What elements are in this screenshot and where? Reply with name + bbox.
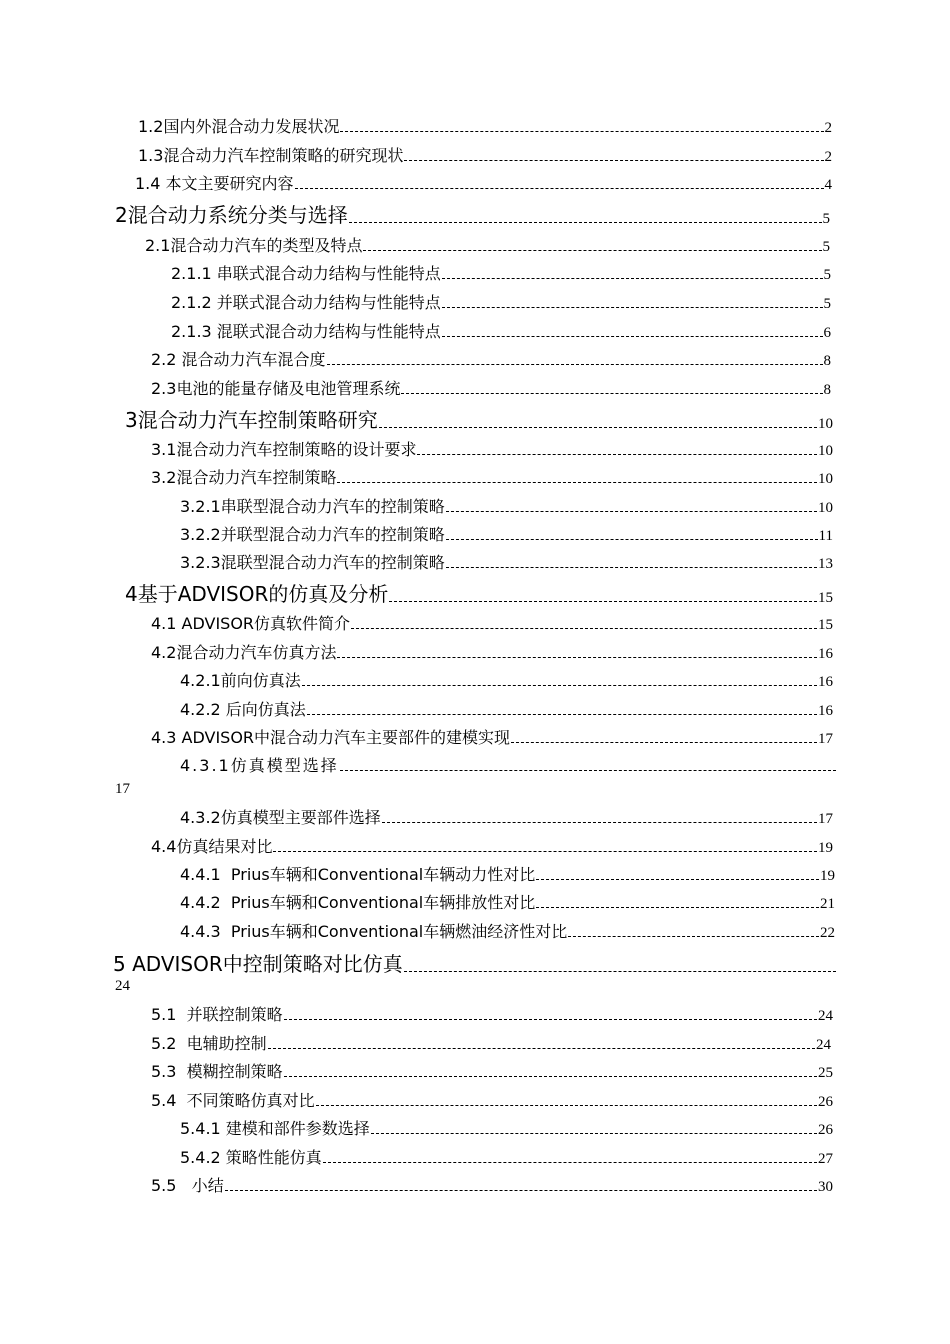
toc-page-number: 16 (818, 674, 833, 690)
toc-entry (138, 114, 832, 137)
dot-leader (340, 769, 836, 771)
toc-entry-label: 2.1混合动力汽车的类型及特点 (145, 236, 363, 255)
toc-entry (180, 697, 833, 720)
toc-page-number: 27 (818, 1151, 833, 1167)
toc-entry-label: 5 ADVISOR中控制策略对比仿真 (113, 952, 403, 976)
dot-leader (379, 426, 817, 428)
toc-entry (135, 171, 832, 194)
toc-page-number: 26 (818, 1122, 833, 1138)
dot-leader (568, 935, 819, 937)
dot-leader (401, 392, 822, 394)
toc-page-number: 13 (818, 556, 833, 572)
dot-leader (316, 1104, 817, 1106)
toc-page-number: 2 (824, 120, 832, 136)
dot-leader (536, 906, 819, 908)
dot-leader (273, 850, 817, 852)
toc-page-number: 22 (820, 925, 835, 941)
toc-page-number: 17 (818, 811, 833, 827)
toc-page-number: 17 (115, 781, 130, 797)
dot-leader (442, 335, 823, 337)
toc-entry-label: 4.4.1 Prius车辆和Conventional车辆动力性对比 (180, 865, 536, 884)
dot-leader (225, 1189, 817, 1191)
toc-page-number: 15 (818, 617, 833, 633)
toc-entry-label: 2.1.1 串联式混合动力结构与性能特点 (171, 264, 441, 283)
toc-page-number: 15 (818, 590, 833, 606)
toc-entry (151, 1031, 831, 1054)
toc-page-number: 10 (818, 500, 833, 516)
toc-page-number: 19 (818, 840, 833, 856)
toc-entry-label: 4.4.3 Prius车辆和Conventional车辆燃油经济性对比 (180, 922, 568, 941)
toc-entry (151, 834, 833, 857)
toc-entry (151, 611, 833, 634)
toc-entry-label: 3.2.1串联型混合动力汽车的控制策略 (180, 497, 445, 516)
toc-entry-label: 1.2国内外混合动力发展状况 (138, 117, 340, 136)
toc-chapter-entry (115, 199, 830, 228)
toc-entry-label: 1.4 本文主要研究内容 (135, 174, 294, 193)
toc-entry (180, 862, 835, 885)
toc-page-number: 25 (818, 1065, 833, 1081)
toc-entry (151, 1002, 833, 1025)
dot-leader (327, 363, 823, 365)
toc-entry (180, 522, 833, 545)
toc-entry (151, 640, 833, 663)
toc-entry-label: 2.1.2 并联式混合动力结构与性能特点 (171, 293, 441, 312)
toc-entry (171, 319, 831, 342)
toc-entry-label: 3.2混合动力汽车控制策略 (151, 468, 337, 487)
toc-entry-label: 4.3.2仿真模型主要部件选择 (180, 808, 381, 827)
toc-page-number: 8 (823, 353, 831, 369)
toc-page-number: 5 (822, 239, 830, 255)
dot-leader (446, 510, 817, 512)
toc-page-number: 16 (818, 703, 833, 719)
dot-leader (284, 1075, 817, 1077)
toc-entry (180, 753, 836, 776)
dot-leader (536, 878, 819, 880)
dot-leader (337, 656, 817, 658)
toc-page-number: 21 (820, 896, 835, 912)
dot-leader (389, 600, 817, 602)
toc-entry (151, 437, 833, 460)
toc-entry-label: 2混合动力系统分类与选择 (115, 203, 348, 227)
toc-page-number: 24 (818, 1008, 833, 1024)
toc-entry-label: 1.3混合动力汽车控制策略的研究现状 (138, 146, 404, 165)
dot-leader (446, 538, 818, 540)
toc-page-number: 5 (822, 211, 830, 227)
toc-entry-label: 2.1.3 混联式混合动力结构与性能特点 (171, 322, 441, 341)
toc-page-number: 10 (818, 443, 833, 459)
dot-leader (446, 566, 817, 568)
toc-chapter-entry (125, 578, 833, 607)
dot-leader (323, 1161, 817, 1163)
toc-entry-label: 2.2 混合动力汽车混合度 (151, 350, 326, 369)
dot-leader (404, 970, 836, 972)
toc-entry (151, 1059, 833, 1082)
toc-entry-label: 3.2.2并联型混合动力汽车的控制策略 (180, 525, 445, 544)
toc-entry-label: 3.1混合动力汽车控制策略的设计要求 (151, 440, 417, 459)
toc-page-number: 6 (823, 325, 831, 341)
toc-entry (151, 725, 833, 748)
toc-page-number: 26 (818, 1094, 833, 1110)
toc-entry-label: 4.4仿真结果对比 (151, 837, 273, 856)
toc-page-number: 19 (820, 868, 835, 884)
dot-leader (307, 713, 817, 715)
toc-entry-label: 4.2混合动力汽车仿真方法 (151, 643, 337, 662)
dot-leader (511, 741, 817, 743)
toc-entry-label: 4.1 ADVISOR仿真软件简介 (151, 614, 351, 633)
toc-chapter-entry (113, 948, 836, 977)
dot-leader (295, 187, 824, 189)
toc-page-number: 5 (823, 267, 831, 283)
toc-entry-label: 5.4.2 策略性能仿真 (180, 1148, 322, 1167)
toc-entry-label: 4.3 ADVISOR中混合动力汽车主要部件的建模实现 (151, 728, 511, 747)
toc-entry (151, 465, 833, 488)
toc-entry-label: 5.2 电辅助控制 (151, 1034, 267, 1053)
toc-entry (145, 233, 830, 256)
dot-leader (351, 627, 817, 629)
toc-entry (180, 494, 833, 517)
toc-page-number: 2 (824, 149, 832, 165)
dot-leader (268, 1047, 815, 1049)
dot-leader (363, 249, 821, 251)
toc-entry (151, 1173, 833, 1196)
toc-entry-label: 5.4 不同策略仿真对比 (151, 1091, 315, 1110)
toc-entry-label: 3.2.3混联型混合动力汽车的控制策略 (180, 553, 445, 572)
toc-entry-label: 4.2.2 后向仿真法 (180, 700, 306, 719)
toc-entry (180, 919, 835, 942)
toc-entry (180, 1145, 833, 1168)
toc-entry (151, 347, 831, 370)
toc-page-number: 24 (816, 1037, 831, 1053)
dot-leader (340, 130, 823, 132)
dot-leader (371, 1132, 817, 1134)
toc-entry (171, 290, 831, 313)
toc-page-number: 17 (818, 731, 833, 747)
toc-entry (151, 1088, 833, 1111)
toc-page-number: 10 (818, 416, 833, 432)
dot-leader (349, 221, 822, 223)
toc-entry-label: 4.3.1仿真模型选择 (180, 756, 339, 775)
toc-entry (180, 1116, 833, 1139)
toc-page-number: 16 (818, 646, 833, 662)
toc-entry (180, 805, 833, 828)
toc-page-number: 24 (115, 978, 130, 994)
toc-entry (138, 143, 832, 166)
dot-leader (442, 306, 823, 308)
toc-entry (151, 376, 831, 399)
toc-chapter-entry (125, 404, 833, 433)
toc-entry-label: 5.3 模糊控制策略 (151, 1062, 283, 1081)
dot-leader (442, 277, 823, 279)
toc-entry-label: 4.2.1前向仿真法 (180, 671, 301, 690)
toc-page-number: 4 (824, 177, 832, 193)
toc-page-number: 30 (818, 1179, 833, 1195)
dot-leader (382, 821, 817, 823)
dot-leader (284, 1018, 817, 1020)
toc-entry (180, 550, 833, 573)
toc-page-number: 8 (823, 382, 831, 398)
toc-entry (171, 261, 831, 284)
toc-entry-label: 5.5 小结 (151, 1176, 224, 1195)
toc-page-number: 10 (818, 471, 833, 487)
toc-entry-label: 3混合动力汽车控制策略研究 (125, 408, 378, 432)
toc-entry (180, 668, 833, 691)
dot-leader (417, 453, 817, 455)
toc-page-number: 11 (818, 528, 833, 544)
toc-entry-label: 5.1 并联控制策略 (151, 1005, 283, 1024)
toc-page-number: 5 (823, 296, 831, 312)
dot-leader (337, 481, 817, 483)
dot-leader (404, 159, 823, 161)
toc-entry (180, 890, 835, 913)
toc-entry-label: 5.4.1 建模和部件参数选择 (180, 1119, 370, 1138)
dot-leader (302, 684, 817, 686)
toc-entry-label: 4.4.2 Prius车辆和Conventional车辆排放性对比 (180, 893, 536, 912)
toc-entry-label: 4基于ADVISOR的仿真及分析 (125, 582, 389, 606)
toc-entry-label: 2.3电池的能量存储及电池管理系统 (151, 379, 401, 398)
